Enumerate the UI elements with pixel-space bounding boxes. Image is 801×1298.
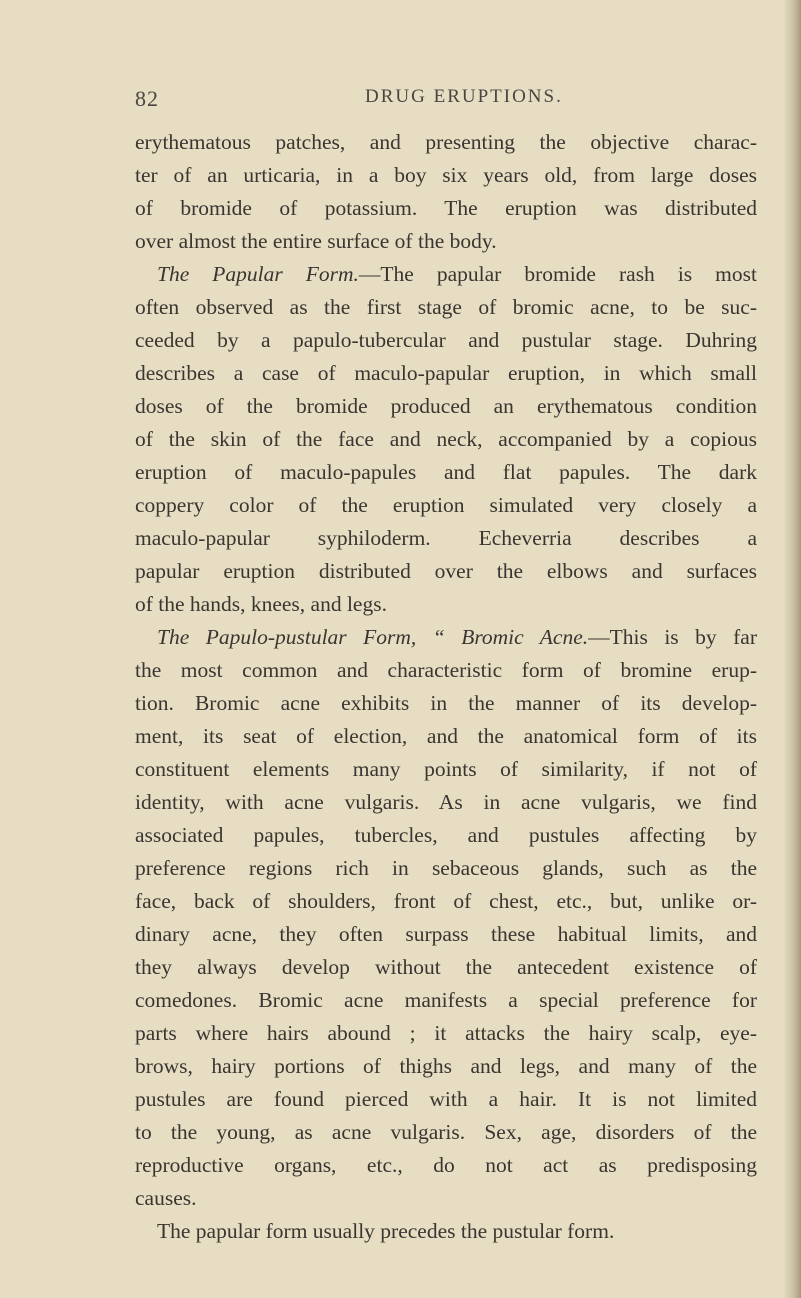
text-line: preference regions rich in sebaceous glands, such as the (135, 856, 757, 880)
text-line: papular eruption distributed over the elbows and surfaces (135, 559, 757, 583)
text-line: describes a case of maculo-papular eruption, in which small (135, 361, 757, 385)
text-line: dinary acne, they often surpass these habitual limits, and (135, 922, 757, 946)
text-line: causes. (135, 1186, 197, 1210)
line-text: —This is by far (588, 625, 757, 649)
text-line: face, back of shoulders, front of chest, etc., but, unlike or- (135, 889, 757, 913)
text-line: parts where hairs abound ; it attacks the hairy scalp, eye- (135, 1021, 757, 1045)
text-line: identity, with acne vulgaris. As in acne vulgaris, we find (135, 790, 757, 814)
line-text: —The papular bromide rash is most (358, 262, 757, 286)
page-edge-shadow (783, 0, 801, 1298)
text-line: ment, its seat of election, and the anatomical form of its (135, 724, 757, 748)
text-line: pustules are found pierced with a hair. It is not limited (135, 1087, 757, 1111)
running-head: DRUG ERUPTIONS. (365, 86, 563, 107)
text-line: tion. Bromic acne exhibits in the manner of its develop- (135, 691, 757, 715)
text-line: the most common and characteristic form of bromine erup- (135, 658, 757, 682)
text-line: associated papules, tubercles, and pustules affecting by (135, 823, 757, 847)
text-line: often observed as the first stage of bromic acne, to be suc- (135, 295, 757, 319)
text-line: to the young, as acne vulgaris. Sex, age, disorders of the (135, 1120, 757, 1144)
text-line: over almost the entire surface of the body. (135, 229, 497, 253)
text-line: of the skin of the face and neck, accompanied by a copious (135, 427, 757, 451)
text-line: brows, hairy portions of thighs and legs, and many of the (135, 1054, 757, 1078)
text-line: erythematous patches, and presenting the objective charac- (135, 130, 757, 154)
text-line: eruption of maculo-papules and flat papules. The dark (135, 460, 757, 484)
text-line (135, 621, 757, 654)
page-number: 82 (135, 86, 159, 111)
page-header (135, 86, 757, 110)
text-line: maculo-papular syphiloderm. Echeverria describes a (135, 526, 757, 550)
text-line: of the hands, knees, and legs. (135, 592, 387, 616)
text-line: constituent elements many points of similarity, if not of (135, 757, 757, 781)
section-heading: The Papular Form. (157, 262, 359, 286)
text-line: ter of an urticaria, in a boy six years old, from large doses (135, 163, 757, 187)
section-heading: The Papulo-pustular Form, “ Bromic Acne. (157, 625, 589, 649)
text-line: coppery color of the eruption simulated very closely a (135, 493, 757, 517)
text-line: doses of the bromide produced an erythematous condition (135, 394, 757, 418)
text-line: The papular form usually precedes the pustular form. (157, 1219, 615, 1243)
text-line: reproductive organs, etc., do not act as predisposing (135, 1153, 757, 1177)
text-line: ceeded by a papulo-tubercular and pustular stage. Duhring (135, 328, 757, 352)
text-line (135, 258, 757, 291)
text-line: they always develop without the antecedent existence of (135, 955, 757, 979)
text-line: comedones. Bromic acne manifests a special preference for (135, 988, 757, 1012)
text-line: of bromide of potassium. The eruption was distributed (135, 196, 757, 220)
body-text (135, 126, 757, 1248)
